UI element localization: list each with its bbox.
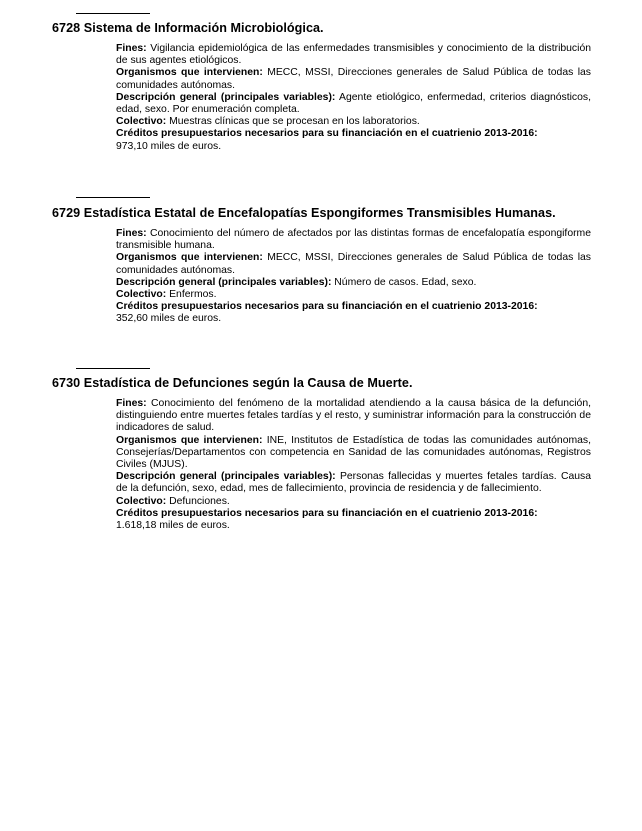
descripcion-label: Descripción general (principales variables): — [116, 471, 336, 483]
entry-body — [116, 228, 591, 326]
colectivo-text: Defunciones. — [169, 495, 230, 507]
fines-paragraph — [116, 43, 591, 67]
colectivo-label: Colectivo: — [116, 289, 167, 301]
descripcion-text: Número de casos. Edad, sexo. — [334, 276, 477, 288]
creditos-paragraph — [116, 128, 591, 152]
organismos-label: Organismos que intervienen: — [116, 434, 263, 446]
creditos-amount: 973,10 miles de euros. — [116, 140, 222, 152]
organismos-paragraph — [116, 435, 591, 472]
descripcion-text: Agente etiológico, enfermedad, criterios diagnósticos, edad, sexo. Por enumeración completa. — [116, 91, 591, 116]
section-divider — [76, 13, 150, 14]
organismos-text: MECC, MSSI, Direcciones generales de Salud Pública de todas las comunidades autónomas. — [116, 67, 591, 91]
colectivo-label: Colectivo: — [116, 495, 167, 507]
descripcion-label: Descripción general (principales variables): — [116, 91, 336, 103]
fines-paragraph — [116, 398, 591, 435]
organismos-label: Organismos que intervienen: — [116, 67, 263, 79]
entry-title — [52, 21, 612, 36]
creditos-amount: 352,60 miles de euros. — [116, 313, 222, 325]
colectivo-paragraph — [116, 116, 591, 128]
creditos-label: Créditos presupuestarios necesarios para su financiación en el cuatrienio 2013-2016: — [116, 301, 538, 313]
colectivo-text: Enfermos. — [169, 289, 217, 301]
creditos-amount: 1.618,18 miles de euros. — [116, 520, 230, 532]
creditos-label: Créditos presupuestarios necesarios para su financiación en el cuatrienio 2013-2016: — [116, 128, 538, 140]
entry-title-text: Sistema de Información Microbiológica. — [83, 21, 324, 35]
section-divider — [76, 368, 150, 369]
fines-text: Conocimiento del número de afectados por las distintas formas de encefalopatía espongiforme transmisible humana. — [116, 228, 591, 252]
fines-label: Fines: — [116, 43, 147, 54]
creditos-label: Créditos presupuestarios necesarios para su financiación en el cuatrienio 2013-2016: — [116, 507, 538, 519]
colectivo-paragraph — [116, 496, 591, 508]
entry-title-text: Estadística Estatal de Encefalopatías Espongiformes Transmisibles Humanas. — [83, 206, 556, 220]
organismos-paragraph — [116, 252, 591, 276]
fines-paragraph — [116, 228, 591, 252]
descripcion-paragraph — [116, 92, 591, 116]
descripcion-text: Personas fallecidas y muertes fetales tardías. Causa de la defunción, sexo, edad, mes de fallecimiento, provincia de residencia y de fallecimiento. — [116, 471, 591, 495]
entry-number: 6728 — [52, 21, 81, 35]
descripcion-label: Descripción general (principales variables): — [116, 276, 332, 288]
entry-title — [52, 376, 612, 391]
descripcion-paragraph — [116, 277, 591, 289]
fines-label: Fines: — [116, 228, 147, 239]
organismos-text: MECC, MSSI, Direcciones generales de Salud Pública de todas las comunidades autónomas. — [116, 252, 591, 276]
fines-text: Conocimiento del fenómeno de la mortalidad atendiendo a la causa básica de la defunción, distinguiendo entre muertes fetales tardías y el resto, y suministrar información para la construcción de indicadores de salud. — [116, 398, 592, 434]
organismos-paragraph — [116, 67, 591, 91]
organismos-label: Organismos que intervienen: — [116, 252, 263, 264]
entry-body — [116, 398, 591, 532]
entry-title — [52, 206, 612, 221]
colectivo-text: Muestras clínicas que se procesan en los laboratorios. — [169, 116, 420, 128]
section-divider — [76, 197, 150, 198]
entry-body — [116, 43, 591, 153]
colectivo-label: Colectivo: — [116, 116, 167, 128]
creditos-paragraph — [116, 301, 591, 325]
entry-number: 6729 — [52, 206, 81, 220]
creditos-paragraph — [116, 508, 591, 532]
entry-title-text: Estadística de Defunciones según la Causa de Muerte. — [83, 376, 413, 390]
organismos-text: INE, Institutos de Estadística de todas las comunidades autónomas, Consejerías/Departamentos con competencia en Sanidad de las comunidades autónomas, Registros Civiles (MJUS). — [116, 434, 591, 471]
colectivo-paragraph — [116, 289, 591, 301]
fines-text: Vigilancia epidemiológica de las enfermedades transmisibles y conocimiento de la distribución de sus agentes etiológicos. — [116, 43, 591, 67]
entry-number: 6730 — [52, 376, 81, 390]
descripcion-paragraph — [116, 471, 591, 495]
fines-label: Fines: — [116, 398, 147, 409]
